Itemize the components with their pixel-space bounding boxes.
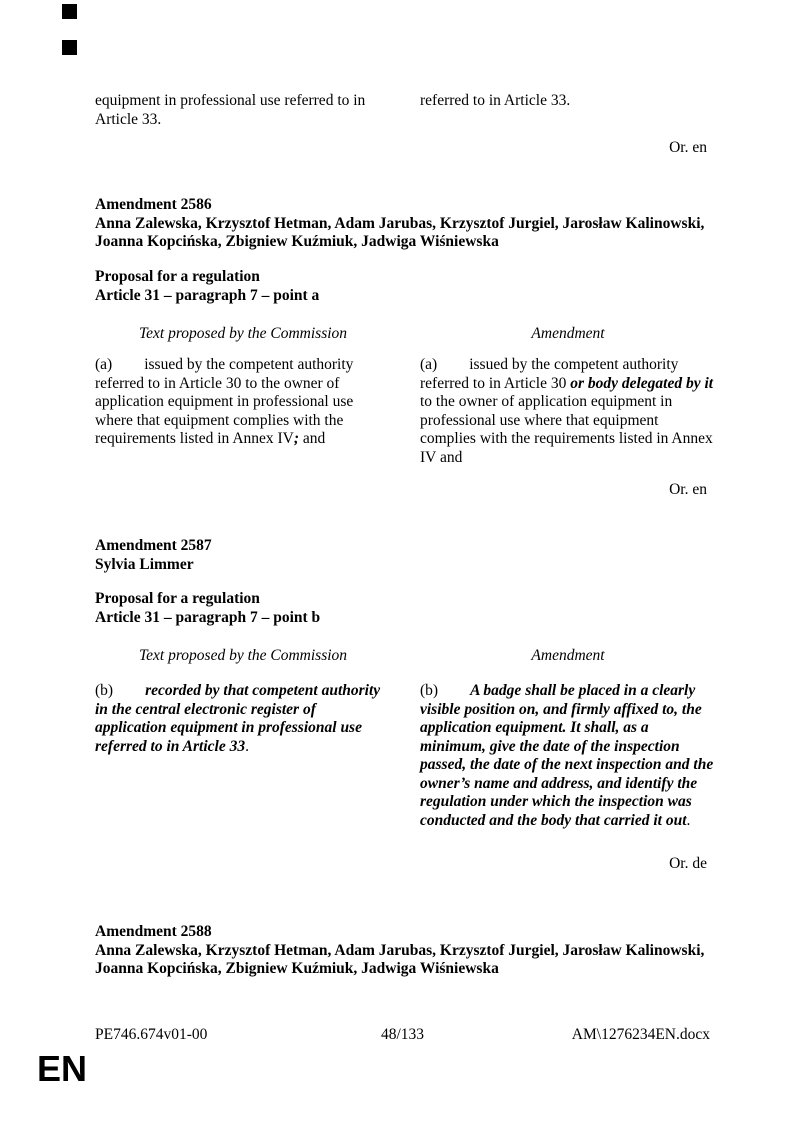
- page-footer: [95, 1026, 710, 1045]
- registration-mark: [62, 40, 77, 55]
- proposal-heading: Proposal for a regulation: [95, 268, 260, 285]
- column-header-amendment: Amendment: [531, 325, 605, 342]
- footer-reference: PE746.674v01-00: [95, 1026, 208, 1043]
- amendment-authors: Anna Zalewska, Krzysztof Hetman, Adam Jarubas, Krzysztof Jurgiel, Jarosław Kalinowski, Joanna Kopcińska, Zbigniew Kuźmiuk, Jadwiga Wiśniewska: [95, 941, 705, 977]
- amendment-authors: Sylvia Limmer: [95, 555, 194, 573]
- footer-filename: AM\1276234EN.docx: [571, 1026, 710, 1043]
- amendment-number: Amendment 2588: [95, 923, 212, 940]
- amendment-text-amendment: (a) issued by the competent authority referred to in Article 30 or body delegated by it to the owner of application equipment in professional use where that equipment complies with the requirements listed in Annex IV and: [420, 356, 714, 466]
- amendment-text-amendment: (b) A badge shall be placed in a clearly visible position on, and firmly affixed to, the application equipment. It shall, as a minimum, give the date of the inspection passed, the date of the next inspection and the owner’s name and address, and identify the regulation under which the inspection was conducted and the body that carried it out.: [420, 682, 714, 829]
- registration-mark: [62, 4, 77, 19]
- column-header-commission: Text proposed by the Commission: [138, 647, 348, 664]
- origin-note: Or. en: [669, 481, 707, 498]
- footer-page-number: 48/133: [380, 1026, 425, 1043]
- amendment-header: [95, 196, 707, 252]
- continuation-text-left: equipment in professional use referred to in Article 33.: [95, 92, 366, 128]
- amendment-text-commission: (b) recorded by that competent authority in the central electronic register of application equipment in professional use referred to in Article 33.: [95, 682, 381, 755]
- column-header-amendment: Amendment: [531, 647, 605, 664]
- proposal-heading: Proposal for a regulation: [95, 590, 260, 607]
- language-marker: EN: [37, 1048, 88, 1089]
- amendment-text-commission: (a) issued by the competent authority referred to in Article 30 to the owner of application equipment in professional use where that equipment complies with the requirements listed in Annex IV; and: [95, 356, 354, 447]
- amendment-header: [95, 923, 707, 979]
- amendment-number: Amendment 2587: [95, 537, 212, 554]
- article-heading: Article 31 – paragraph 7 – point b: [95, 608, 321, 626]
- amendment-authors: Anna Zalewska, Krzysztof Hetman, Adam Jarubas, Krzysztof Jurgiel, Jarosław Kalinowski, Joanna Kopcińska, Zbigniew Kuźmiuk, Jadwiga Wiśniewska: [95, 214, 705, 250]
- article-heading: Article 31 – paragraph 7 – point a: [95, 286, 320, 304]
- amendment-header: [95, 537, 707, 574]
- column-header-commission: Text proposed by the Commission: [138, 325, 348, 342]
- proposal-heading-block: [95, 268, 707, 305]
- origin-note: Or. de: [669, 855, 707, 872]
- continuation-text-right: referred to in Article 33.: [420, 92, 571, 109]
- proposal-heading-block: [95, 590, 707, 627]
- amendment-number: Amendment 2586: [95, 196, 212, 213]
- origin-note: Or. en: [669, 139, 707, 156]
